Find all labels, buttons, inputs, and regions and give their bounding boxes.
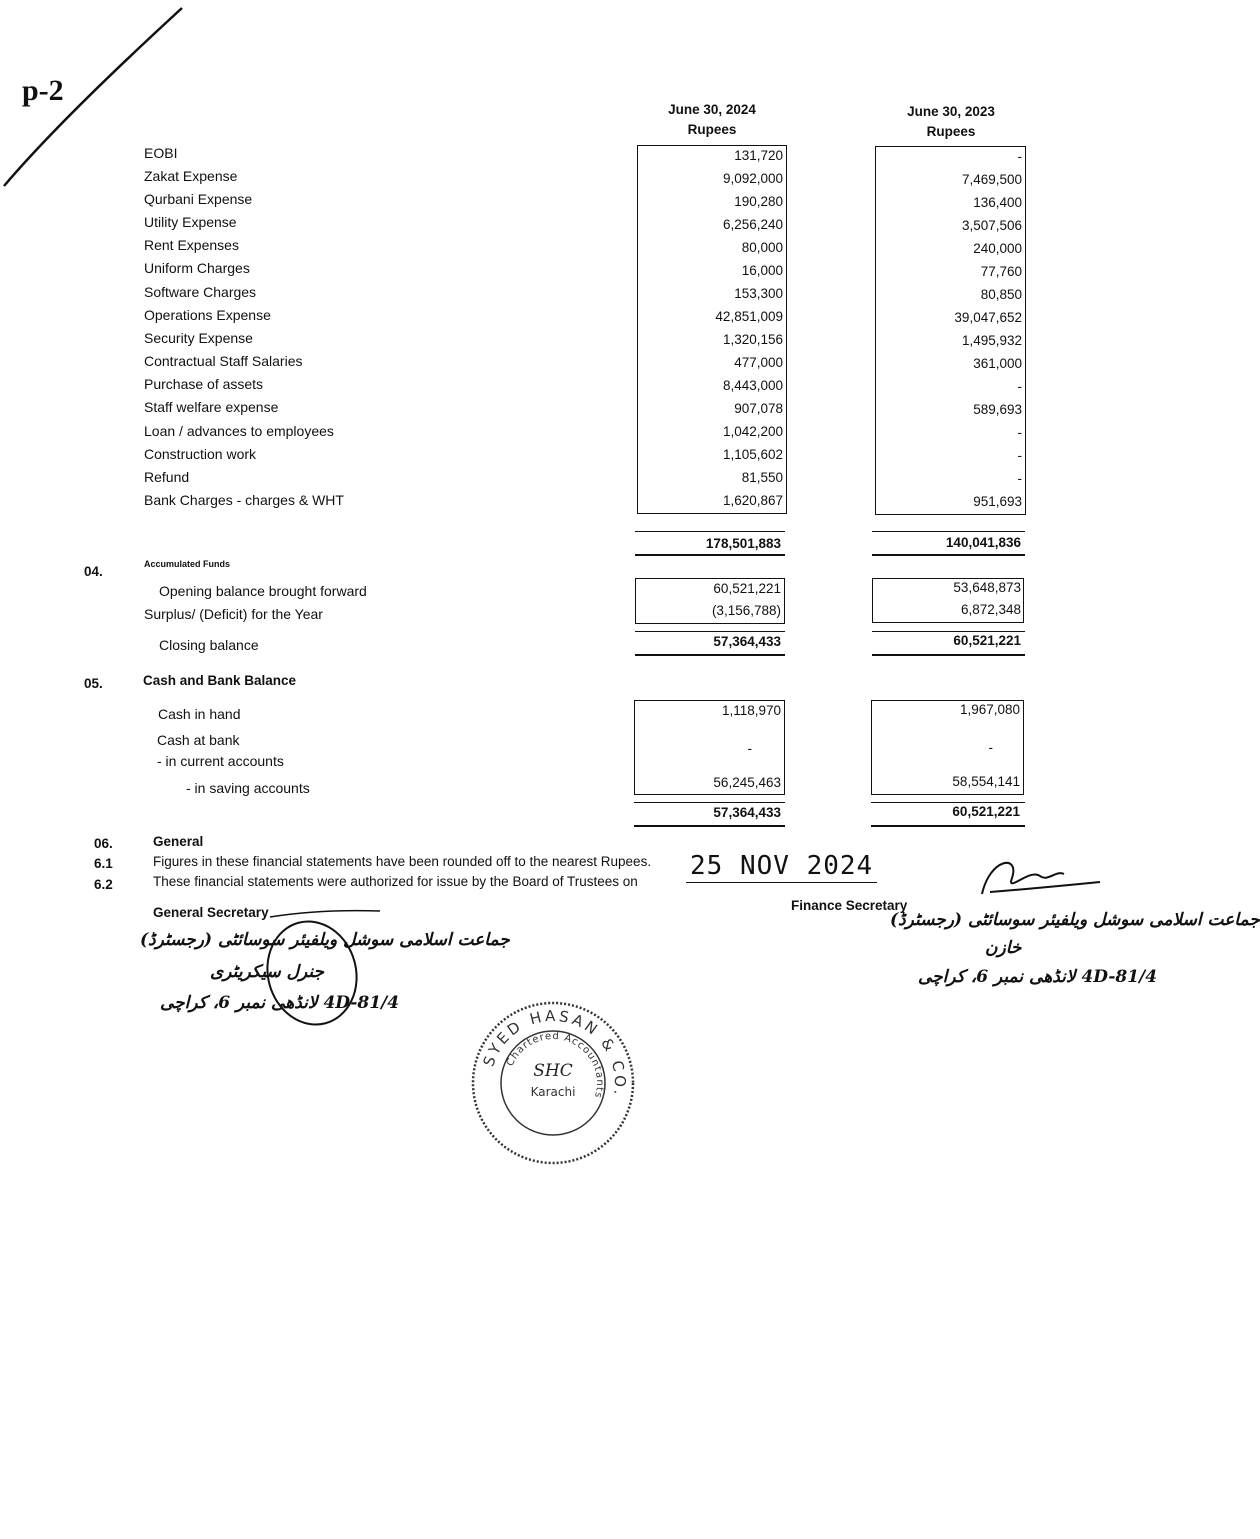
- seal-center-text: SHC: [533, 1061, 573, 1081]
- expense-value-2023: 3,507,506: [961, 218, 1022, 233]
- expense-value-2023: 7,469,500: [961, 172, 1022, 187]
- expense-label: EOBI: [144, 145, 178, 161]
- cash-rule-top-2023: [871, 802, 1025, 803]
- note-6-2-number: 6.2: [94, 877, 113, 892]
- closing-balance-2024: 57,364,433: [713, 634, 781, 649]
- expense-label: Staff welfare expense: [144, 399, 279, 415]
- note-6-2-text: These financial statements were authorized for issue by the Board of Trustees on: [153, 874, 638, 889]
- closing-balance-label: Closing balance: [159, 637, 259, 653]
- closing-rule-bottom-2024: [635, 654, 785, 656]
- expense-value-2024: 1,320,156: [722, 332, 783, 347]
- expense-value-2023: -: [1017, 379, 1022, 394]
- saving-accounts-2024: 56,245,463: [713, 775, 781, 790]
- section-06-title: General: [153, 834, 204, 849]
- expense-label: Loan / advances to employees: [144, 423, 334, 439]
- expenses-total-2023: 140,041,836: [945, 535, 1021, 550]
- cash-in-hand-label: Cash in hand: [158, 706, 241, 722]
- expense-label: Zakat Expense: [144, 168, 238, 184]
- expense-value-2024: 16,000: [741, 263, 783, 278]
- expense-value-2023: 240,000: [973, 241, 1022, 256]
- right-stamp-line-2: خازن: [985, 938, 1022, 958]
- section-04-title: Accumulated Funds: [144, 559, 231, 569]
- current-accounts-2024: -: [747, 741, 752, 756]
- cash-rule-top-2024: [634, 802, 785, 803]
- cash-in-hand-2023: 1,967,080: [959, 702, 1020, 717]
- expense-value-2023: 361,000: [973, 356, 1022, 371]
- closing-rule-bottom-2023: [872, 654, 1025, 656]
- cash-rule-bottom-2024: [634, 825, 785, 827]
- expense-label: Refund: [144, 469, 190, 485]
- expense-value-2023: 136,400: [973, 195, 1022, 210]
- column-header-2023: [876, 102, 1026, 142]
- saving-accounts-2023: 58,554,141: [952, 774, 1020, 789]
- expense-label: Uniform Charges: [144, 260, 250, 276]
- expense-value-2024: 81,550: [741, 470, 783, 485]
- expense-label: Purchase of assets: [144, 376, 264, 392]
- expense-value-2023: 951,693: [973, 494, 1022, 509]
- expense-value-2024: 9,092,000: [722, 171, 783, 186]
- current-accounts-2023: -: [988, 740, 993, 755]
- finance-secretary-title: Finance Secretary: [791, 898, 908, 913]
- finance-secretary-signature-mark: [960, 848, 1110, 908]
- right-stamp-line-3: 4D-81/4 لانڈھی نمبر 6، کراچی: [918, 967, 1158, 987]
- expense-label: Software Charges: [144, 284, 257, 300]
- expense-value-2024: 131,720: [734, 148, 783, 163]
- column-unit-2024: Rupees: [687, 122, 737, 137]
- expense-value-2024: 6,256,240: [722, 217, 783, 232]
- total-rule-bottom-2024: [635, 554, 785, 556]
- saving-accounts-label: - in saving accounts: [186, 780, 310, 796]
- expense-label: Qurbani Expense: [144, 191, 253, 207]
- expense-value-2024: 907,078: [734, 401, 783, 416]
- left-stamp-line-3: 4D-81/4 لانڈھی نمبر 6، کراچی: [160, 993, 400, 1013]
- expense-value-2023: -: [1017, 149, 1022, 164]
- column-date-2023: June 30, 2023: [907, 104, 995, 119]
- expense-value-2023: 1,495,932: [961, 333, 1022, 348]
- section-04-number: 04.: [84, 564, 103, 579]
- opening-balance-2024: 60,521,221: [713, 581, 781, 596]
- expense-value-2024: 1,105,602: [722, 447, 783, 462]
- section-05-number: 05.: [84, 676, 103, 691]
- seal-outer-text: SYED HASAN & CO.: [479, 1006, 630, 1100]
- left-stamp-line-2: جنرل سیکریٹری: [210, 962, 324, 982]
- expense-label: Bank Charges - charges & WHT: [144, 492, 344, 508]
- expense-value-2024: 477,000: [734, 355, 783, 370]
- expenses-total-2024: 178,501,883: [705, 536, 781, 551]
- right-stamp-line-1: جماعت اسلامی سوشل ویلفیئر سوسائٹی (رجسٹرڈ): [890, 910, 1260, 930]
- current-accounts-label: - in current accounts: [157, 753, 284, 769]
- total-rule-top-2024: [635, 531, 785, 532]
- expense-value-2023: 77,760: [980, 264, 1022, 279]
- cash-total-2024: 57,364,433: [713, 805, 781, 820]
- expense-label: Security Expense: [144, 330, 253, 346]
- cash-at-bank-label: Cash at bank: [157, 732, 240, 748]
- column-unit-2023: Rupees: [926, 124, 976, 139]
- note-6-1-text: Figures in these financial statements have been rounded off to the nearest Rupees.: [153, 854, 652, 869]
- expense-label: Contractual Staff Salaries: [144, 353, 303, 369]
- column-date-2024: June 30, 2024: [668, 102, 756, 117]
- closing-balance-2023: 60,521,221: [953, 633, 1021, 648]
- general-secretary-title: General Secretary: [153, 905, 269, 920]
- surplus-2024: (3,156,788): [711, 603, 781, 618]
- total-rule-top-2023: [872, 531, 1025, 532]
- expense-label: Utility Expense: [144, 214, 237, 230]
- issue-date-stamp: 25 NOV 2024: [686, 850, 877, 883]
- column-header-2024: [637, 100, 787, 140]
- surplus-label: Surplus/ (Deficit) for the Year: [144, 606, 323, 622]
- total-rule-bottom-2023: [872, 554, 1025, 556]
- expense-value-2023: -: [1017, 448, 1022, 463]
- expense-value-2023: 589,693: [973, 402, 1022, 417]
- opening-balance-2023: 53,648,873: [953, 580, 1021, 595]
- opening-balance-label: Opening balance brought forward: [159, 583, 367, 599]
- expense-value-2023: -: [1017, 471, 1022, 486]
- expense-value-2024: 1,042,200: [722, 424, 783, 439]
- expense-value-2023: 39,047,652: [954, 310, 1022, 325]
- seal-city-text: Karachi: [530, 1085, 576, 1099]
- expense-value-2023: -: [1017, 425, 1022, 440]
- expense-value-2024: 42,851,009: [715, 309, 783, 324]
- section-05-title: Cash and Bank Balance: [143, 673, 297, 688]
- auditor-seal: [468, 998, 638, 1168]
- expense-value-2024: 190,280: [734, 194, 783, 209]
- surplus-2023: 6,872,348: [960, 602, 1021, 617]
- closing-rule-top-2023: [872, 631, 1025, 632]
- section-06-number: 06.: [94, 836, 113, 851]
- expense-label: Rent Expenses: [144, 237, 239, 253]
- closing-rule-top-2024: [635, 631, 785, 632]
- left-stamp-line-1: جماعت اسلامی سوشل ویلفیئر سوسائٹی (رجسٹرڈ): [140, 930, 510, 950]
- note-6-1-number: 6.1: [94, 856, 113, 871]
- expense-value-2024: 153,300: [734, 286, 783, 301]
- expense-value-2024: 8,443,000: [722, 378, 783, 393]
- expense-label: Operations Expense: [144, 307, 271, 323]
- expense-value-2023: 80,850: [980, 287, 1022, 302]
- expense-value-2024: 1,620,867: [722, 493, 783, 508]
- page-label: p-2: [22, 74, 64, 107]
- expense-value-2024: 80,000: [741, 240, 783, 255]
- expense-label: Construction work: [144, 446, 257, 462]
- seal-middle-text: Chartered Accountants: [504, 1030, 606, 1100]
- cash-rule-bottom-2023: [871, 825, 1025, 827]
- cash-in-hand-2024: 1,118,970: [721, 703, 781, 718]
- cash-total-2023: 60,521,221: [952, 804, 1020, 819]
